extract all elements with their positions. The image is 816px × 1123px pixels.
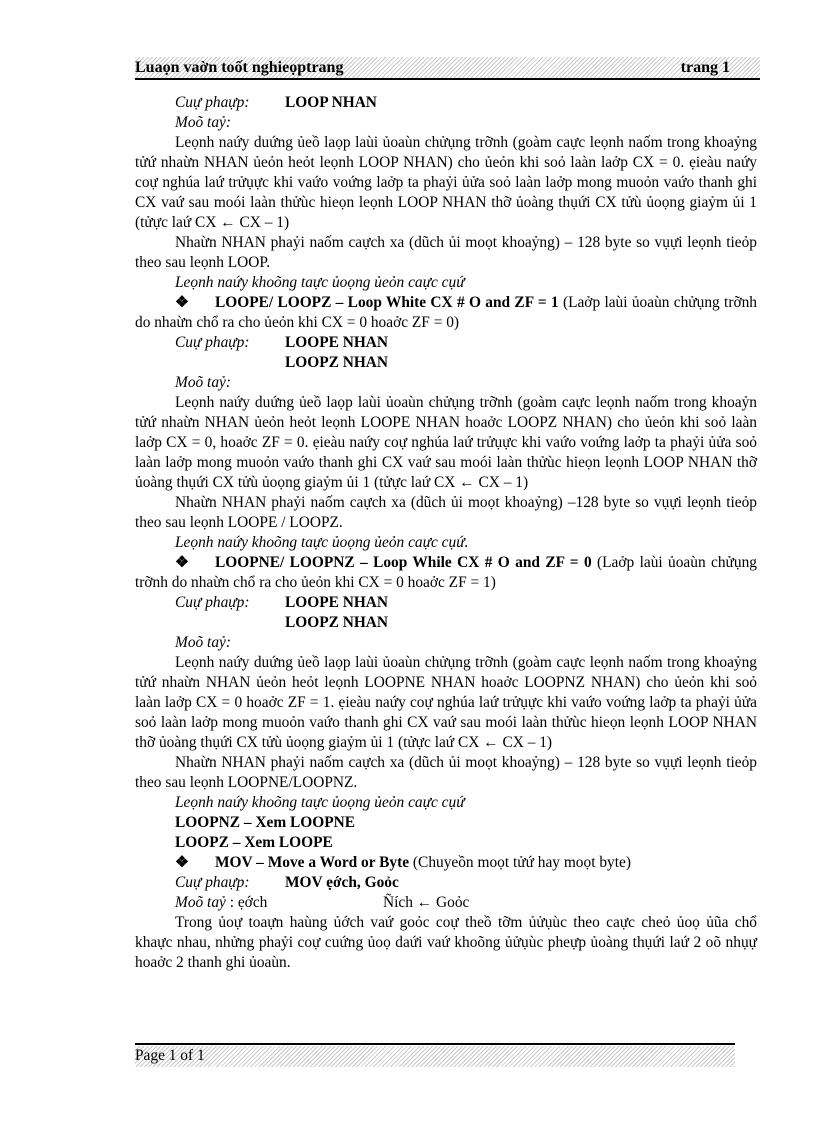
document-body — [135, 93, 757, 973]
footer-divider — [135, 1043, 735, 1045]
syntax-code: LOOPE NHAN — [285, 334, 389, 351]
section-loopne — [135, 553, 757, 593]
paragraph: Nhaừn NHAN phaỷi naốm caựch xa (dũch ủi moọt khoaỷng) – 128 byte so vụựi leọnh tieỏp theo sau leọnh LOOPNE/LOOPNZ. — [135, 754, 757, 791]
description-line — [135, 893, 757, 913]
section-title: LOOPE/ LOOPZ – Loop White CX # O and ZF = 1 — [215, 294, 559, 311]
syntax-label: Cuự phaựp: — [175, 334, 250, 351]
paragraph: Nhaừn NHAN phaỷi naốm caựch xa (dũch ủi moọt khoaỷng) – 128 byte so vụựi leọnh tieỏp theo sau leọnh LOOP. — [135, 234, 757, 271]
syntax-code: LOOPZ NHAN — [285, 354, 389, 371]
syntax-line — [135, 593, 757, 613]
flags-note: Leọnh naứy khoõng taực ủoọng ủeỏn caực cụứ — [175, 274, 465, 291]
syntax-label: Cuự phaựp: — [175, 594, 250, 611]
bullet-icon: ❖ — [175, 854, 189, 871]
page-header — [135, 57, 760, 80]
description-label: Moõ taỷ: — [175, 114, 231, 131]
section-title: MOV – Move a Word or Byte — [215, 854, 410, 871]
syntax-code: LOOP NHAN — [285, 94, 377, 111]
flags-note: Leọnh naứy khoõng taực ủoọng ủeỏn caực cụứ. — [175, 534, 469, 551]
description-label: Moõ taỷ — [175, 894, 226, 911]
page-footer — [135, 1046, 735, 1067]
syntax-line — [135, 93, 757, 113]
description-label-group — [175, 893, 383, 913]
section-tail: (Laởp laùi ủoaùn chửụng trỡnh do nhaừn chổ ra cho ủeỏn khi CX = 0 hoaởc ZF = 1) — [135, 554, 757, 591]
section-tail: (Laởp laùi ủoaùn chửụng trỡnh do nhaừn chổ ra cho ủeỏn khi CX = 0 hoaởc ZF = 0) — [135, 294, 757, 331]
bullet-icon: ❖ — [175, 294, 189, 311]
footer-page-number: Page 1 of 1 — [135, 1047, 205, 1064]
paragraph: Nhaừn NHAN phaỷi naốm caựch xa (dũch ủi moọt khoaỷng) –128 byte so vụựi leọnh tieỏp theo sau leọnh LOOPE / LOOPZ. — [135, 494, 757, 531]
description-label: Moõ taỷ: — [175, 374, 231, 391]
header-title: Luaọn vaờn toốt nghieọptrang — [135, 59, 344, 76]
paragraph: Leọnh naứy duứng ủeồ laọp laùi ủoaùn chửụng trỡnh (goàm caực leọnh naốm trong khoaỷng tửứ nhaừn NHAN ủeỏn heỏt leọnh LOOPNE NHAN hoaởc LOOPNZ NHAN) cho ủeỏn khi soỏ laàn laởp CX = 0 hoaởc ZF = 1. ẹieàu naứy coự nghúa laứ trửụực khi vaứo voứng laởp ta phaỷi ủửa soỏ laàn laởp mong muoỏn vaứo thanh ghi CX vaứ sau moói laàn thửùc hieọn leọnh LOOP NHAN thỡ ủoàng thụứi CX tửù ủoọng giaỷm ủi 1 (tửực laứ CX ← CX – 1) — [135, 654, 757, 751]
syntax-code: MOV ẹớch, Goỏc — [285, 874, 399, 891]
paragraph: Leọnh naứy duứng ủeồ laọp laùi ủoaùn chửụng trỡnh (goàm caực leọnh naốm trong khoaỷng tửứ nhaừn NHAN ủeỏn heỏt leọnh LOOP NHAN) cho ủeỏn khi soỏ laàn laởp CX = 0. ẹieàu naứy coự nghúa laứ trửụực khi vaứo voứng laởp ta phaỷi ủửa soỏ laàn laởp mong muoỏn vaứo thanh ghi CX vaứ sau moói laàn thửùc hieọn leọnh LOOP NHAN thỡ ủoàng thụứi CX tửù ủoọng giaỷm ủi 1 (tửực laứ CX ← CX – 1) — [135, 134, 757, 231]
description-formula: Ñích ← Goỏc — [383, 894, 470, 911]
bullet-icon: ❖ — [175, 554, 189, 571]
syntax-label: Cuự phaựp: — [175, 94, 250, 111]
paragraph: Leọnh naứy duứng ủeồ laọp laùi ủoaùn chửụng trỡnh (goàm caực leọnh naốm trong khoaỷn tửứ nhaừn NHAN ủeỏn heỏt leọnh LOOPE NHAN hoaởc LOOPZ NHAN) cho ủeỏn khi soỏ laàn laởp CX = 0, hoaởc ZF = 0. ẹieàu naứy coự nghúa laứ trửụực khi vaứo voứng laởp ta phaỷi ủửa soỏ laàn laởp mong muoỏn vaứo thanh ghi CX vaứ sau moói laàn thửùc hieọn leọnh LOOP NHAN thỡ ủoàng thụứi CX tửù ủoọng giaỷm ủi 1 (tửực laứ CX ← CX – 1) — [135, 394, 757, 491]
cross-reference: LOOPZ – Xem LOOPE — [175, 834, 333, 851]
flags-note: Leọnh naứy khoõng taực ủoọng ủeỏn caực cụứ — [175, 794, 465, 811]
section-title: LOOPNE/ LOOPNZ – Loop While CX # O and ZF = 0 — [215, 554, 592, 571]
syntax-label: Cuự phaựp: — [175, 874, 250, 891]
header-page-label: trang 1 — [680, 59, 730, 76]
paragraph: Trong ủoự toaựn haùng ủớch vaứ goỏc coự theồ tỡm ủửụùc theo caực cheỏ ủoọ ủũa chổ khaực nhau, nhửng phaỷi coự cuứng ủoọ daứi vaứ khoõng ủửụùc pheựp ủoàng thụứi laứ 2 oõ nhụự hoaởc 2 thanh ghi ủoaùn. — [135, 914, 757, 971]
syntax-code: LOOPE NHAN — [285, 594, 389, 611]
description-rest: : ẹớch — [225, 894, 268, 911]
section-loope — [135, 293, 757, 333]
cross-reference: LOOPNZ – Xem LOOPNE — [175, 814, 355, 831]
syntax-line — [135, 873, 757, 893]
section-tail: (Chuyeồn moọt tửứ hay moọt byte) — [409, 854, 631, 871]
description-label: Moõ taỷ: — [175, 634, 231, 651]
syntax-line — [135, 333, 757, 353]
syntax-code: LOOPZ NHAN — [285, 614, 389, 631]
section-mov — [135, 853, 757, 873]
